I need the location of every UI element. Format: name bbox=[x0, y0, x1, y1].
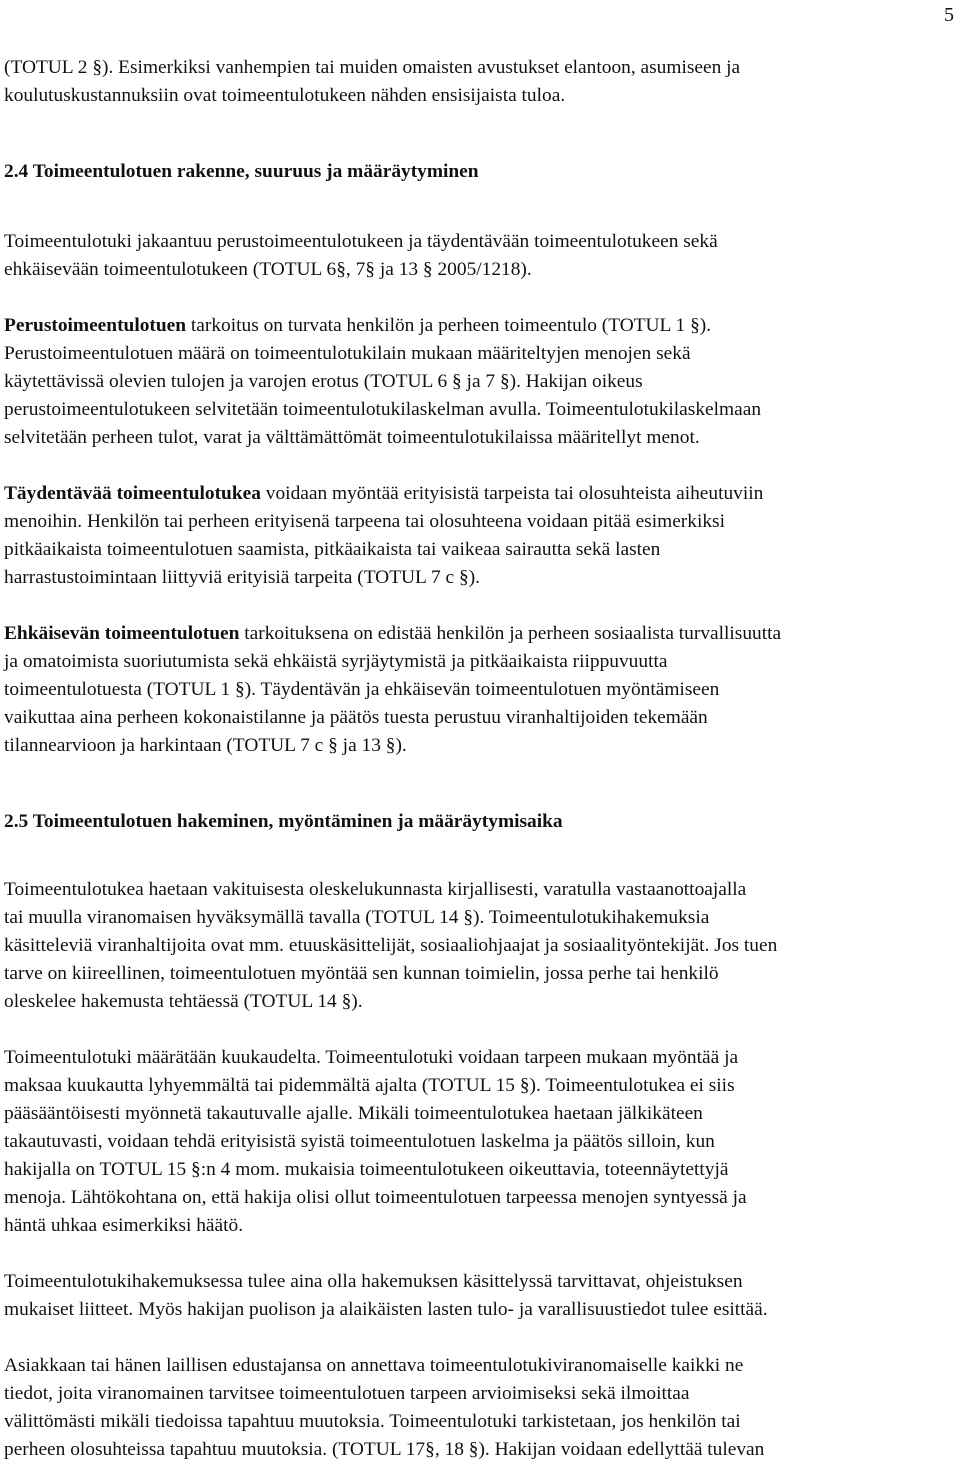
term-ehkaisevan: Ehkäisevän toimeentulotuen bbox=[4, 623, 240, 644]
document-body bbox=[4, 54, 954, 1464]
page-number: 5 bbox=[944, 4, 954, 26]
term-perustoimeentulotuen: Perustoimeentulotuen bbox=[4, 315, 187, 336]
paragraph-text: tarkoitus on turvata henkilön ja perheen toimeentulo (TOTUL 1 §). Perustoimeentulotuen määrä on toimeentulotukilain mukaan määriteltyjen menojen sekä käytettävissä olevien tulojen ja varojen erotus (TOTUL 6 § ja 7 §). Hakijan oikeus perustoimeentulotukeen selvitetään toimeentulotukilaskelman avulla. Toimeentulotukilaskelmaan selvitetään perheen tulot, varat ja välttämättömät toimeentulotukilaissa määritellyt menot. bbox=[4, 315, 762, 448]
paragraph-text: voidaan myöntää erityisistä tarpeista tai olosuhteista aiheutuviin menoihin. Henkilön tai perheen erityisenä tarpeena tai olosuhteena voidaan pitää esimerkiksi pitkäaikaista toimeentulotuen saamista, pitkäaikaista tai vaikeaa sairautta sekä lasten harrastustoimintaan liittyviä erityisiä tarpeita (TOTUL 7 c §). bbox=[4, 483, 764, 588]
term-taydentavaa: Täydentävää toimeentulotukea bbox=[4, 483, 261, 504]
section-2-5-paragraph-1: Toimeentulotukea haetaan vakituisesta oleskelukunnasta kirjallisesti, varatulla vastaanottoajalla tai muulla viranomaisen hyväksymällä tavalla (TOTUL 14 §). Toimeentulotukihakemuksia käsitteleviä viranhaltijoita ovat mm. etuuskäsittelijät, sosiaaliohjaajat ja sosiaalityöntekijät. Jos tuen tarve on kiireellinen, toimeentulotuen myöntää sen kunnan toimielin, jossa perhe tai henkilö oleskelee hakemusta tehtäessä (TOTUL 14 §). bbox=[4, 879, 778, 1012]
intro-paragraph: (TOTUL 2 §). Esimerkiksi vanhempien tai muiden omaisten avustukset elantoon, asumiseen ja koulutuskustannuksiin ovat toimeentulotukeen nähden ensisijaista tuloa. bbox=[4, 57, 741, 106]
section-2-4-heading: 2.4 Toimeentulotuen rakenne, suuruus ja määräytyminen bbox=[4, 161, 479, 182]
section-2-5-heading: 2.5 Toimeentulotuen hakeminen, myöntäminen ja määräytymisaika bbox=[4, 811, 563, 832]
section-2-4-paragraph-3 bbox=[4, 480, 954, 592]
section-2-4-paragraph-4 bbox=[4, 620, 954, 760]
section-2-4-paragraph-1: Toimeentulotuki jakaantuu perustoimeentulotukeen ja täydentävään toimeentulotukeen sekä ehkäisevään toimeentulotukeen (TOTUL 6§, 7§ ja 13 § 2005/1218). bbox=[4, 231, 718, 280]
section-2-5-paragraph-4: Asiakkaan tai hänen laillisen edustajansa on annettava toimeentulotukiviranomaiselle kaikki ne tiedot, joita viranomainen tarvitsee toimeentulotuen tarpeen arvioimiseksi sekä ilmoittaa välittömästi mikäli tiedoissa tapahtuu muutoksia. Toimeentulotuki tarkistetaan, jos henkilön tai perheen olosuhteissa tapahtuu muutoksia. (TOTUL 17§, 18 §). Hakijan voidaan edellyttää tulevan bbox=[4, 1355, 765, 1460]
section-2-5-paragraph-2: Toimeentulotuki määrätään kuukaudelta. Toimeentulotuki voidaan tarpeen mukaan myöntää ja maksaa kuukautta lyhyemmältä tai pidemmältä ajalta (TOTUL 15 §). Toimeentulotukea ei siis pääsääntöisesti myönnetä takautuvalle ajalle. Mikäli toimeentulotukea haetaan jälkikäteen takautuvasti, voidaan tehdä erityisistä syistä toimeentulotuen laskelma ja päätös silloin, kun hakijalla on TOTUL 15 §:n 4 mom. mukaisia toimeentulotukeen oikeuttavia, toteennäytettyjä menoja. Lähtökohtana on, että hakija olisi ollut toimeentulotuen tarpeessa menojen syntyessä ja häntä uhkaa esimerkiksi häätö. bbox=[4, 1047, 747, 1236]
paragraph-text: tarkoituksena on edistää henkilön ja perheen sosiaalista turvallisuutta ja omatoimista suoriutumista sekä ehkäistä syrjäytymistä ja pitkäaikaista riippuvuutta toimeentulotuesta (TOTUL 1 §). Täydentävän ja ehkäisevän toimeentulotuen myöntämiseen vaikuttaa aina perheen kokonaistilanne ja päätös tuesta perustuu viranhaltijoiden tekemään tilannearvioon ja harkintaan (TOTUL 7 c § ja 13 §). bbox=[4, 623, 782, 756]
section-2-4-paragraph-2 bbox=[4, 312, 954, 452]
section-2-5-paragraph-3: Toimeentulotukihakemuksessa tulee aina olla hakemuksen käsittelyssä tarvittavat, ohjeistuksen mukaiset liitteet. Myös hakijan puolison ja alaikäisten lasten tulo- ja varallisuustiedot tulee esittää. bbox=[4, 1271, 768, 1320]
